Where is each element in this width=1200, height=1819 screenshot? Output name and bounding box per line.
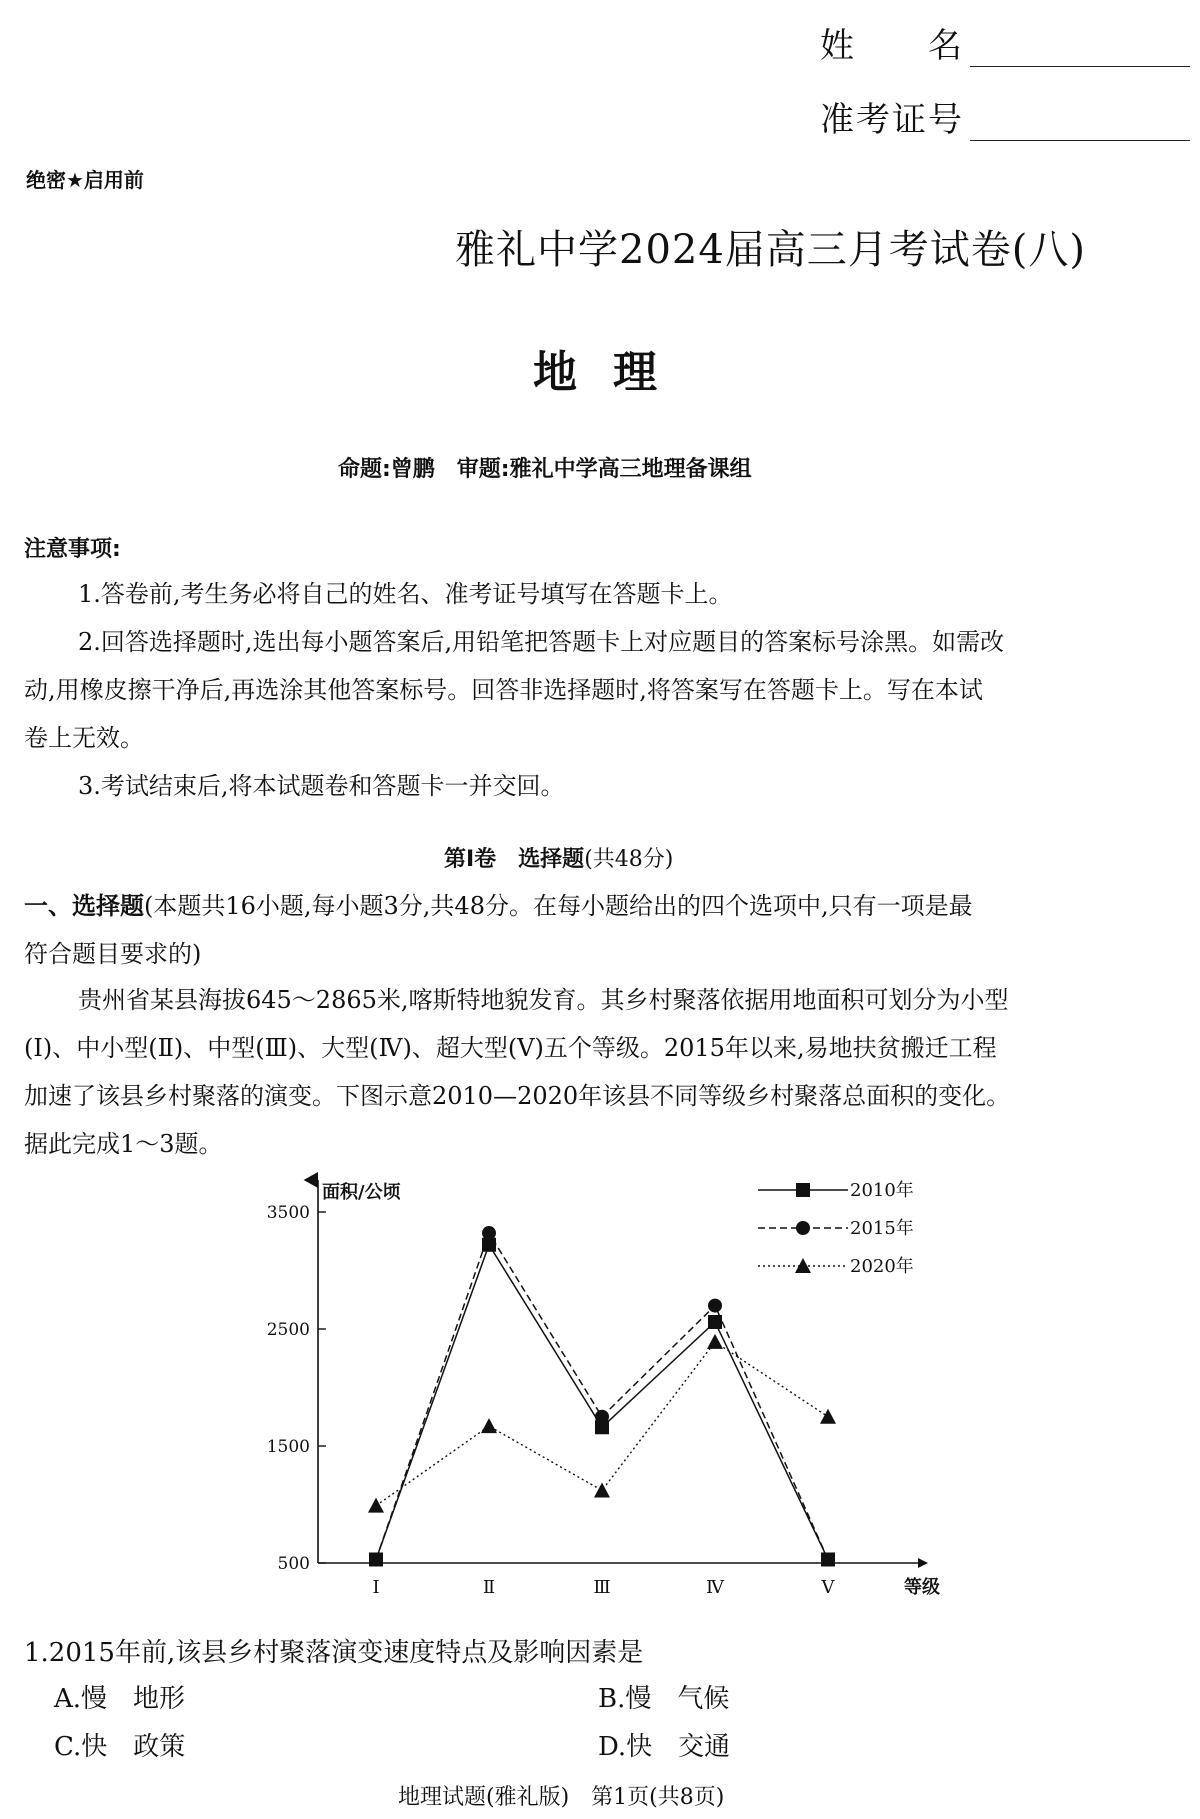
data-point-2020年 <box>368 1498 384 1513</box>
notice-heading: 注意事项: <box>24 537 121 562</box>
legend-marker <box>796 1221 810 1235</box>
question-1-text: 1.2015年前,该县乡村聚落演变速度特点及影响因素是 <box>24 1638 644 1668</box>
part-label: 一、选择题 <box>24 892 144 920</box>
data-point-2015年 <box>369 1552 383 1566</box>
option-b[interactable]: B.慢 气候 <box>598 1684 730 1714</box>
x-axis-label: 等级 <box>904 1577 940 1598</box>
data-point-2015年 <box>482 1226 496 1240</box>
notice-item-2-end: 卷上无效。 <box>24 724 144 752</box>
option-d[interactable]: D.快 交通 <box>598 1732 731 1762</box>
exam-title: 雅礼中学2024届高三月考试卷(八) <box>455 227 1087 273</box>
data-point-2020年 <box>820 1409 836 1424</box>
data-point-2020年 <box>594 1482 610 1497</box>
part-desc-cont: 符合题目要求的) <box>24 940 202 968</box>
x-tick-label: Ⅲ <box>593 1577 611 1598</box>
legend-label: 2010年 <box>850 1180 914 1201</box>
legend-label: 2020年 <box>850 1256 914 1277</box>
series-line-2015年 <box>376 1233 828 1559</box>
passage-line-1: 贵州省某县海拔645～2865米,喀斯特地貌发育。其乡村聚落依据用地面积可划分为小型 <box>78 986 1009 1014</box>
x-tick-label: Ⅴ <box>821 1577 835 1598</box>
passage-line-3: 加速了该县乡村聚落的演变。下图示意2010—2020年该县不同等级乡村聚落总面积的变化。 <box>24 1082 1011 1110</box>
notice-item-2: 2.回答选择题时,选出每小题答案后,用铅笔把答题卡上对应题目的答案标号涂黑。如需改 <box>78 628 1005 656</box>
x-tick-label: Ⅳ <box>706 1577 724 1598</box>
authors-line: 命题:曾鹏 审题:雅礼中学高三地理备课组 <box>338 457 752 482</box>
section-title-bold: 第Ⅰ卷 选择题 <box>444 847 585 872</box>
option-c[interactable]: C.快 政策 <box>54 1732 186 1762</box>
x-axis-arrow <box>918 1558 928 1568</box>
y-axis-label: 面积/公顷 <box>322 1182 401 1203</box>
legend-marker <box>796 1183 810 1197</box>
legend-label: 2015年 <box>850 1218 914 1239</box>
section-title-score: (共48分) <box>584 847 674 872</box>
series-line-2010年 <box>376 1245 828 1560</box>
notice-item-1: 1.答卷前,考生务必将自己的姓名、准考证号填写在答题卡上。 <box>78 580 733 608</box>
data-point-2020年 <box>707 1334 723 1349</box>
x-tick-label: Ⅱ <box>482 1577 496 1598</box>
subject-title: 地理 <box>533 347 693 398</box>
part-desc: (本题共16小题,每小题3分,共48分。在每小题给出的四个选项中,只有一项是最 <box>144 892 973 920</box>
y-tick-label: 3500 <box>266 1203 310 1223</box>
data-point-2015年 <box>821 1552 835 1566</box>
id-label: 准考证号 <box>820 100 964 140</box>
data-point-2020年 <box>481 1418 497 1433</box>
x-tick-label: Ⅰ <box>372 1577 380 1598</box>
notice-item-2-cont: 动,用橡皮擦干净后,再选涂其他答案标号。回答非选择题时,将答案写在答题卡上。写在本试 <box>24 676 983 704</box>
data-point-2015年 <box>595 1410 609 1424</box>
y-tick-label: 1500 <box>266 1437 310 1457</box>
secret-label: 绝密★启用前 <box>26 168 144 192</box>
page-footer: 地理试题(雅礼版) 第1页(共8页) <box>398 1785 725 1810</box>
passage-line-4: 据此完成1～3题。 <box>24 1130 223 1158</box>
y-tick-label: 2500 <box>266 1320 310 1340</box>
option-a[interactable]: A.慢 地形 <box>54 1684 186 1714</box>
name-label: 姓 名 <box>820 26 964 66</box>
y-tick-label: 500 <box>277 1554 310 1574</box>
notice-item-3: 3.考试结束后,将本试题卷和答题卡一并交回。 <box>78 772 565 800</box>
passage-line-2: (Ⅰ)、中小型(Ⅱ)、中型(Ⅲ)、大型(Ⅳ)、超大型(Ⅴ)五个等级。2015年以来,易地扶贫搬迁工程 <box>24 1034 997 1062</box>
data-point-2015年 <box>708 1299 722 1313</box>
